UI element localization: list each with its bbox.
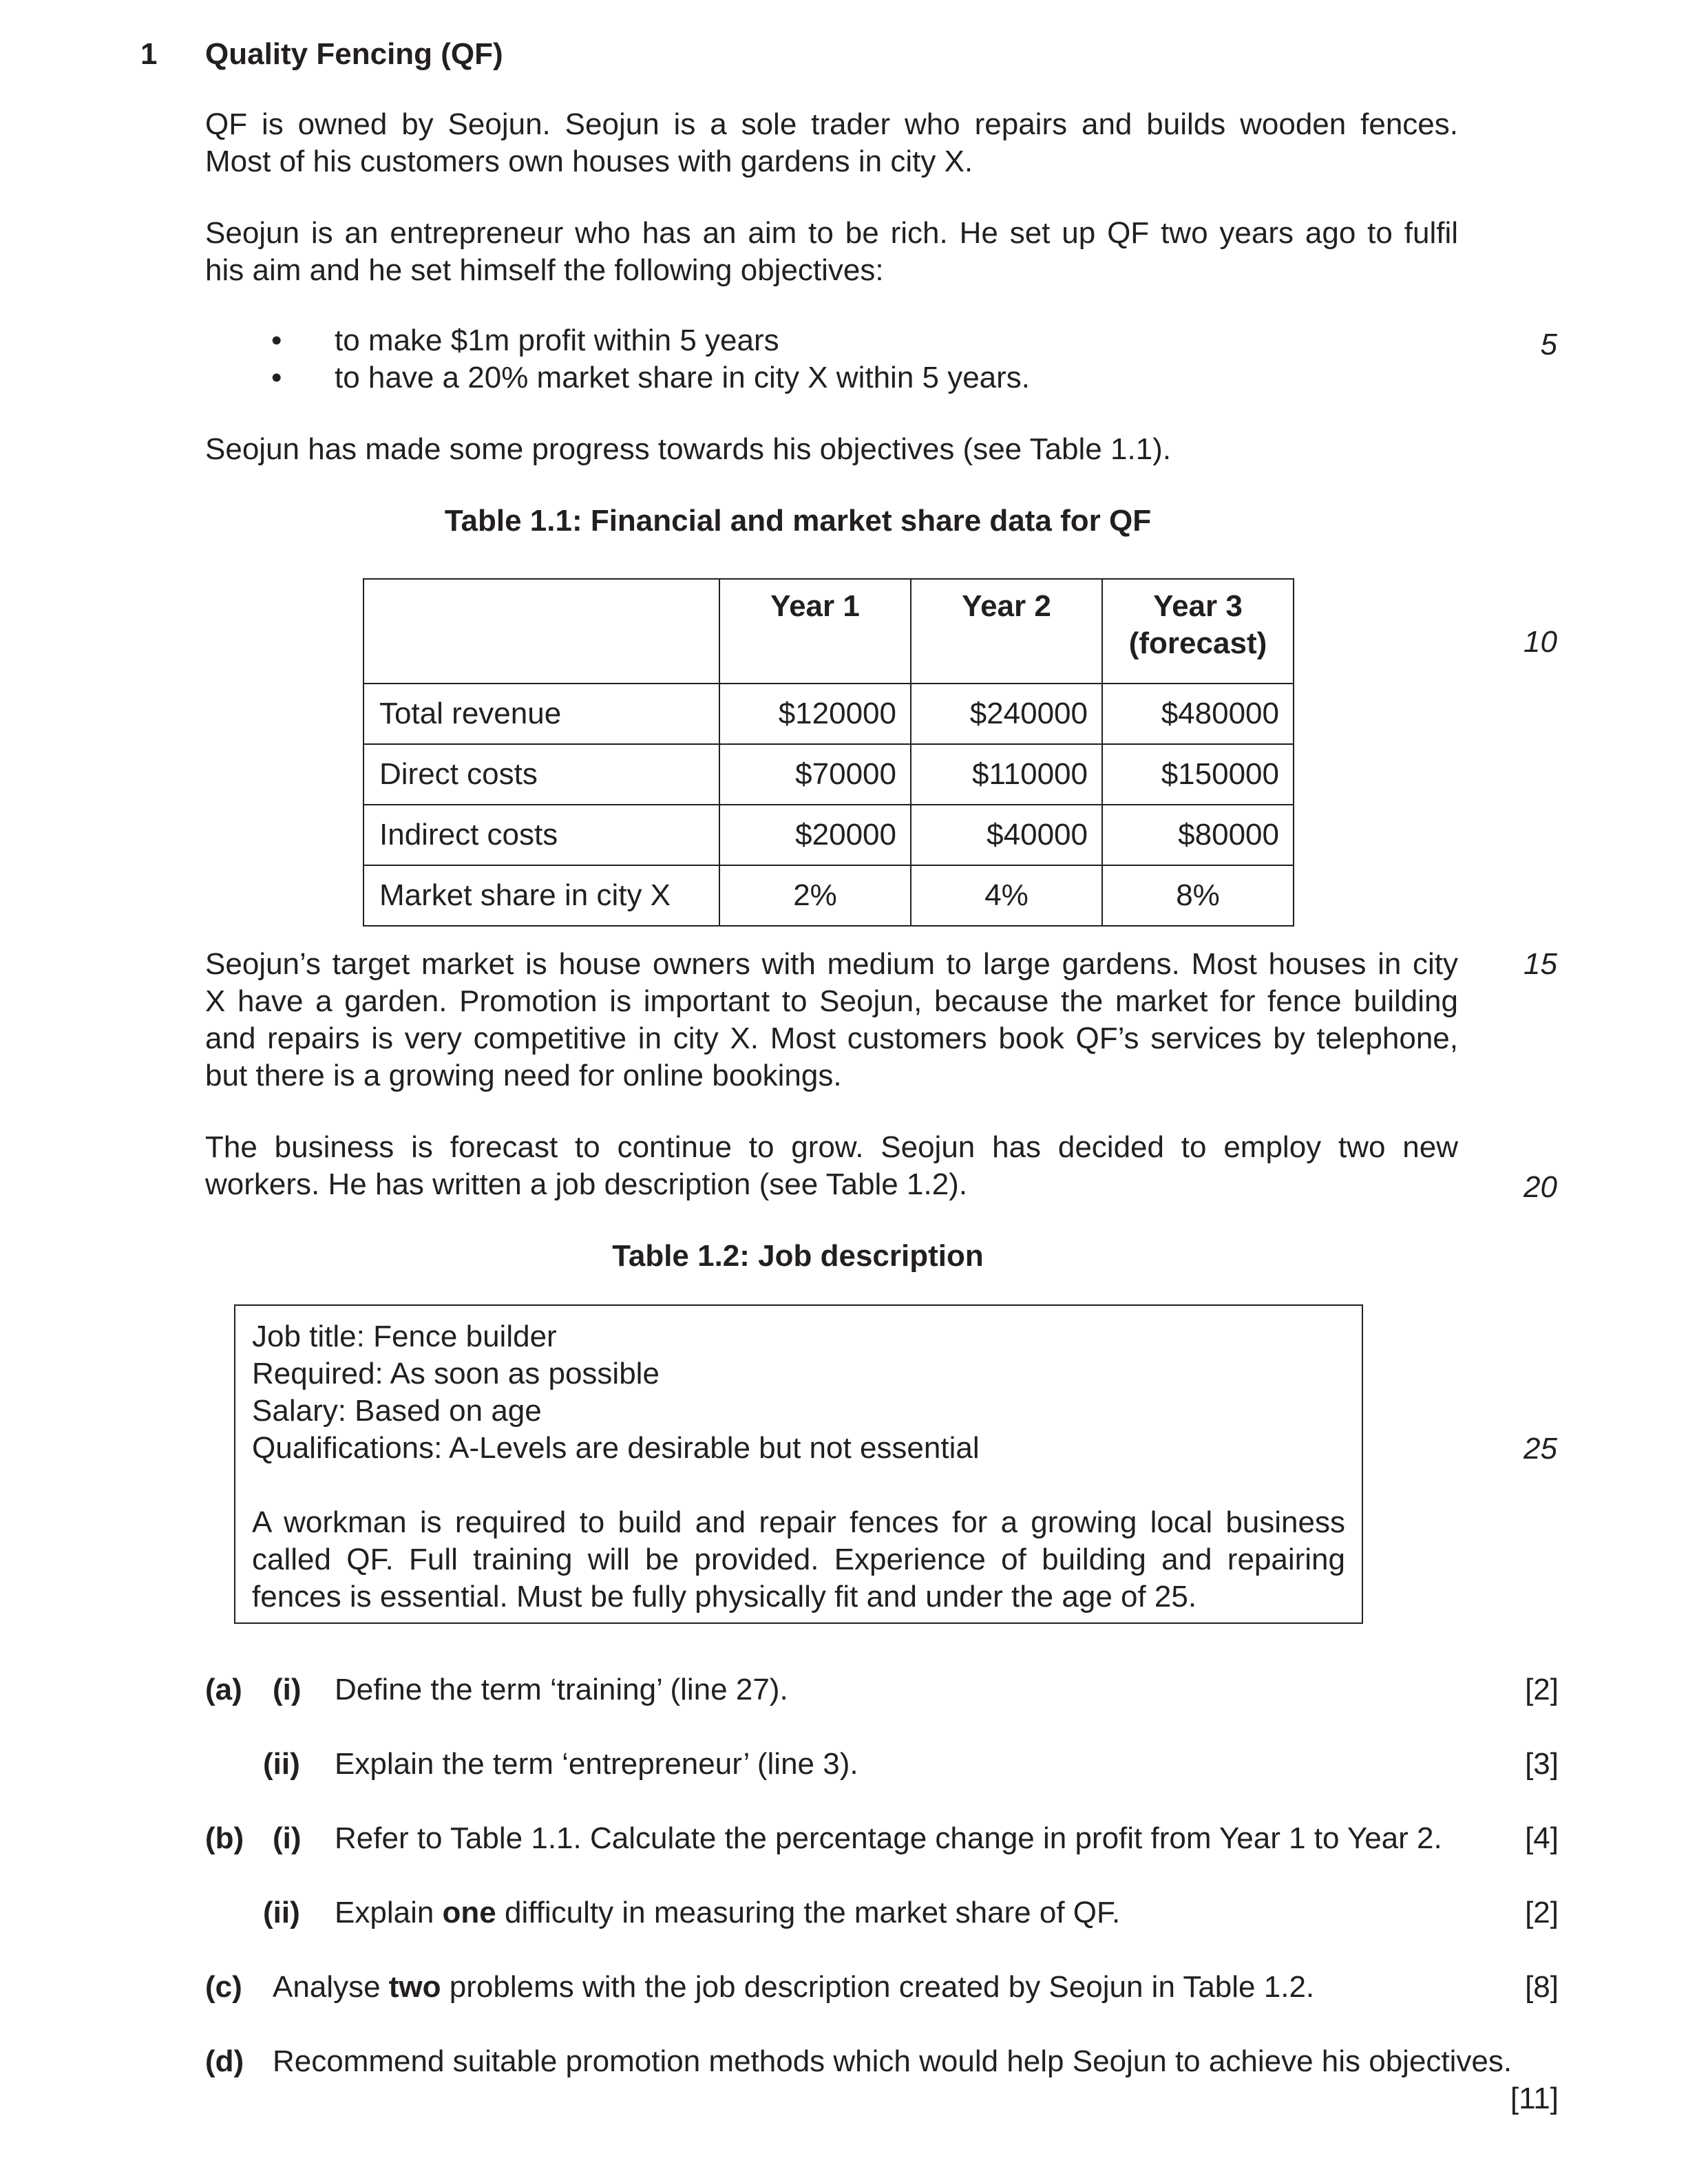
question-text-part: Explain: [335, 1896, 443, 1929]
question-part-label: (b): [205, 1821, 244, 1855]
line-number: 20: [1524, 1170, 1557, 1204]
table-header-cell: [363, 579, 719, 684]
paragraph-line: Seojun is an entrepreneur who has an aim to be rich. He set up QF two years ago to fulfil: [205, 216, 1458, 250]
question-marks: [11]: [1510, 2082, 1559, 2115]
financial-table: [363, 578, 1294, 927]
question-part-label: (a): [205, 1673, 242, 1706]
table-header-cell: Year 2: [911, 579, 1102, 684]
table-cell: $120000: [719, 684, 911, 744]
question-part-label: (c): [205, 1970, 242, 2004]
paragraph-line: workers. He has written a job description (see Table 1.2).: [205, 1167, 968, 1201]
job-detail-line: Required: As soon as possible: [252, 1357, 660, 1390]
table-cell: $80000: [1102, 805, 1294, 865]
table-cell: $480000: [1102, 684, 1294, 744]
question-text-part: Analyse: [273, 1970, 389, 2004]
question-subpart-label: (ii): [263, 1747, 300, 1781]
question-text: [335, 1894, 1120, 1932]
table-cell: $150000: [1102, 744, 1294, 805]
question-text: Refer to Table 1.1. Calculate the percentage change in profit from Year 1 to Year 2.: [335, 1821, 1442, 1855]
question-text: Recommend suitable promotion methods which would help Seojun to achieve his objectives.: [273, 2044, 1512, 2078]
table-cell: $110000: [911, 744, 1102, 805]
paragraph-line: QF is owned by Seojun. Seojun is a sole trader who repairs and builds wooden fences.: [205, 107, 1458, 141]
table-caption: Table 1.1: Financial and market share data for QF: [444, 504, 1152, 538]
question-subpart-label: (i): [273, 1821, 302, 1855]
paragraph-target-market: [205, 946, 1458, 1094]
table-header-line: Year 3: [1153, 589, 1243, 623]
table-header-cell: Year 1: [719, 579, 911, 684]
question-marks: [2]: [1525, 1673, 1559, 1706]
table-caption: Table 1.2: Job description: [612, 1239, 984, 1273]
table-cell: $40000: [911, 805, 1102, 865]
job-detail-line: Qualifications: A-Levels are desirable but not essential: [252, 1431, 980, 1465]
paragraph-line: his aim and he set himself the following objectives:: [205, 253, 884, 287]
job-detail-line: Job title: Fence builder: [252, 1320, 557, 1353]
table-cell: $240000: [911, 684, 1102, 744]
question-text: [273, 1969, 1314, 2006]
table-cell: 4%: [911, 865, 1102, 926]
objective-item: to make $1m profit within 5 years: [335, 324, 779, 357]
paragraph-aim: [205, 215, 1458, 289]
paragraph-line: and repairs is very competitive in city X. Most customers book QF’s services by telephone,: [205, 1022, 1458, 1055]
question-number: 1: [140, 37, 158, 71]
line-number: 5: [1540, 328, 1557, 361]
row-label: Indirect costs: [363, 805, 719, 865]
table-cell: $70000: [719, 744, 911, 805]
job-body-line: called QF. Full training will be provided. Experience of building and repairing: [252, 1543, 1345, 1576]
table-cell: 8%: [1102, 865, 1294, 926]
table-row: [363, 684, 1294, 744]
question-marks: [3]: [1525, 1747, 1559, 1781]
paragraph-line: X have a garden. Promotion is important to Seojun, because the market for fence building: [205, 984, 1458, 1018]
line-number: 25: [1524, 1432, 1557, 1466]
question-title: Quality Fencing (QF): [205, 37, 503, 71]
question-emphasis: two: [388, 1970, 441, 2004]
question-marks: [2]: [1525, 1896, 1559, 1929]
paragraph-growth: [205, 1129, 1458, 1203]
row-label: Total revenue: [363, 684, 719, 744]
paragraph-intro: [205, 106, 1458, 180]
table-row: [363, 865, 1294, 926]
question-subpart-label: (i): [273, 1673, 302, 1706]
job-detail-line: Salary: Based on age: [252, 1394, 542, 1428]
spacer: [252, 1467, 1345, 1504]
question-text-part: problems with the job description created by Seojun in Table 1.2.: [441, 1970, 1315, 2004]
question-part-label: (d): [205, 2044, 244, 2078]
table-cell: 2%: [719, 865, 911, 926]
question-text-part: difficulty in measuring the market share of QF.: [496, 1896, 1121, 1929]
paragraph-line: Seojun’s target market is house owners with medium to large gardens. Most houses in city: [205, 947, 1458, 981]
table-header-row: [363, 579, 1294, 684]
bullet-icon: •: [271, 324, 282, 357]
row-label: Direct costs: [363, 744, 719, 805]
question-marks: [4]: [1525, 1821, 1559, 1855]
table-row: [363, 805, 1294, 865]
question-emphasis: one: [442, 1896, 496, 1929]
row-label: Market share in city X: [363, 865, 719, 926]
table-cell: $20000: [719, 805, 911, 865]
question-text: Explain the term ‘entrepreneur’ (line 3).: [335, 1747, 858, 1781]
paragraph-line: but there is a growing need for online bookings.: [205, 1059, 842, 1092]
question-subpart-label: (ii): [263, 1896, 300, 1929]
paragraph-progress: Seojun has made some progress towards his objectives (see Table 1.1).: [205, 432, 1172, 466]
bullet-icon: •: [271, 361, 282, 394]
paragraph-line: Most of his customers own houses with gardens in city X.: [205, 145, 973, 178]
job-body-line: fences is essential. Must be fully physically fit and under the age of 25.: [252, 1580, 1197, 1613]
job-description-box: [234, 1304, 1363, 1624]
line-number: 10: [1524, 625, 1557, 659]
question-text: Define the term ‘training’ (line 27).: [335, 1673, 788, 1706]
table-row: [363, 744, 1294, 805]
table-header-cell: [1102, 579, 1294, 684]
line-number: 15: [1524, 947, 1557, 981]
job-body-line: A workman is required to build and repair fences for a growing local business: [252, 1505, 1345, 1539]
objective-item: to have a 20% market share in city X within 5 years.: [335, 361, 1031, 394]
question-marks: [8]: [1525, 1970, 1559, 2004]
table-header-line: (forecast): [1128, 626, 1267, 660]
paragraph-line: The business is forecast to continue to grow. Seojun has decided to employ two new: [205, 1130, 1458, 1164]
